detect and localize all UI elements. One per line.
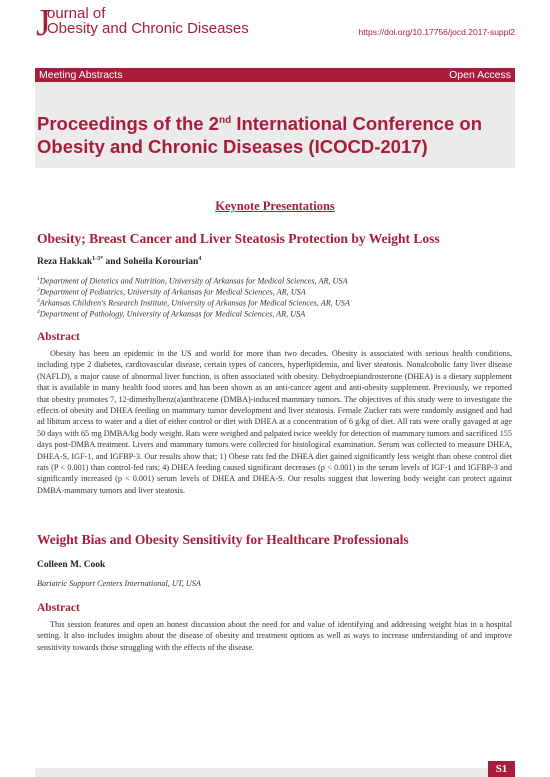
abstract1-title: Obesity; Breast Cancer and Liver Steatosis Protection by Weight Loss [37,231,440,246]
abstract2-author: Colleen M. Cook [37,560,106,570]
abstract2-label: Abstract [37,602,80,614]
abstract1-affiliation: $^1$Department of Dietetics and Nutrition, University of Arkansas for Medical Sciences, AR, USA [37,276,348,286]
doi-link[interactable]: https://doi.org/10.17756/jocd.2017-suppl2 [358,27,515,37]
journal-name-line2: Obesity and Chronic Diseases [47,20,249,37]
abstract1-affiliation: $^4$Department of Pathology, University of Arkansas for Medical Sciences, AR, USA [37,309,306,319]
abstract1-affiliation: $^2$Department of Pediatrics, University of Arkansas for Medical Sciences, AR, USA [37,287,306,297]
abstract1-authors: Reza Hakkak$^{1-3*}$ and Soheila Korourian$^4$ [37,256,202,268]
journal-name-line1: ournal of [47,5,106,22]
abstract1-affiliation: $^3$Arkansas Children's Research Institute, University of Arkansas for Medical Sciences, AR, USA [37,298,350,308]
abstract2-affiliation: Bariatric Support Centers International, UT, USA [37,579,201,588]
abstract2-body: This session features and open an honest discussion about the need for and value of identifying and addressing weight bias in a hospital setting. It also includes insights about the disease of obesity and treatment options as well as ways to increase understanding of and improve sensitivity towards those struggling with the effects of the disease. [37,620,512,652]
abstract1-body: Obesity has been an epidemic in the US and world for more than two decades. Obesity is associated with serious health conditions, including type 2 diabetes, cardiovascular disease, certain types of cancers, hyperlipidemia, and liver steatosis. Nonalcoholic fatty liver disease (NAFLD), a major cause of abnormal liver function, is often associated with obesity. Dehydroepiandrosterone (DHEA) is a dietary supplement that is available in many health food stores and has been shown as an anti-cancer agent and anti-obesity supplement. Previously, we reported that obesity promotes 7, 12-dimethylbenz(a)anthracene (DMBA)-induced mammary tumors. The objectives of this study were to investigate the effects of obesity and DHEA feeding on mammary tumor development and liver steatosis. Female Zucker rats were randomly assigned and had ad libitum access to water and a diet of either control or diet with DHEA at a concentration of 6 g/kg of diet. All rats were orally gavaged at age 50 days with 65 mg DMBA/kg body weight. Rats were weighed and palpated twice weekly for detection of mammary tumors and sacrificed 155 days post-DMBA treatment. Livers and mammary tumors were collected for histological examination. Serum was collected to measure DHEA, DHEA-S, IGF-1, and IGFBP-3. Our results show that; 1) Obese rats fed the DHEA diet gained significantly less weight than obese control diet rats (P < 0.001) than control-fed rats; 4) DHEA feeding caused significant decreases (p < 0.001) in the serum levels of IGF-1 and IGFBP-3 and significantly increased (p < 0.001) serum levels of DHEA and DHEA-S. Our results suggest that lowering body weight can protect against DMBA-mammary tumors and liver steatosis. [37,349,512,495]
proceedings-title: Proceedings of the 2nd International Conference on Obesity and Chronic Diseases (ICOCD-2017) [37,113,482,158]
keynote-heading: Keynote Presentations [215,199,335,213]
meeting-abstracts-label: Meeting Abstracts [39,69,123,81]
page-number: S1 [488,761,515,777]
footer-bar [35,768,515,777]
abstract2-title: Weight Bias and Obesity Sensitivity for Healthcare Professionals [37,532,409,547]
abstract1-label: Abstract [37,331,80,343]
journal-logo-letter: J [36,2,51,44]
open-access-label: Open Access [449,69,511,81]
